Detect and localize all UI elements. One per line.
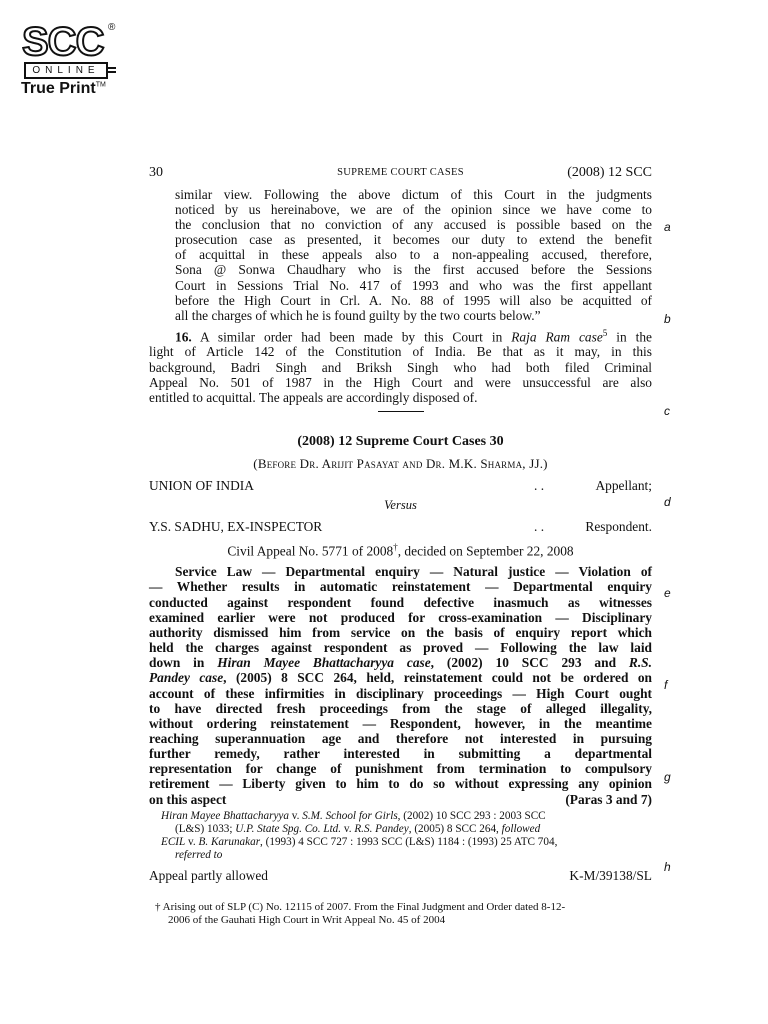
logo-online-text: ONLINE bbox=[24, 62, 108, 79]
headnote-line: authority dismissed him from service on the basis of enquiry report which bbox=[149, 624, 652, 640]
headnote-line: held the charges against respondent as proved — Following the law laid bbox=[149, 640, 652, 656]
para-number: 16. bbox=[175, 329, 192, 345]
footnote-line: 2006 of the Gauhati High Court in Writ Appeal No. 45 of 2004 bbox=[168, 914, 446, 927]
footnote-ref: 5 bbox=[602, 327, 608, 338]
page-number: 30 bbox=[149, 165, 163, 180]
quote-line: prosecution case as presented, it becomes our duty to extend the benefit bbox=[175, 232, 652, 248]
logo-true-print: True Print™ bbox=[21, 80, 106, 97]
quote-line: similar view. Following the above dictum of this Court in the judgments bbox=[175, 187, 652, 202]
respondent-role: Respondent. bbox=[585, 518, 652, 534]
logo-registered-mark: ® bbox=[108, 22, 116, 33]
headnote bbox=[149, 564, 652, 807]
block-quote bbox=[175, 187, 652, 323]
running-header bbox=[149, 165, 652, 187]
appellant-name: UNION OF INDIA bbox=[149, 477, 254, 493]
document-page bbox=[149, 165, 652, 928]
reference-line: ECIL v. B. Karunakar, (1993) 4 SCC 727 : 1993 SCC (L&S) 1184 : (1993) 25 ATC 704, bbox=[161, 835, 558, 848]
margin-letter: b bbox=[664, 312, 671, 326]
quote-line: all the charges of which he is found guilty by the two courts below.” bbox=[175, 307, 541, 323]
para16-line: entitled to acquittal. The appeals are accordingly disposed of. bbox=[149, 389, 478, 405]
result-row bbox=[149, 868, 652, 886]
case-code: K-M/39138/SL bbox=[569, 867, 652, 883]
dagger-mark: † bbox=[393, 541, 398, 552]
case-outcome: Appeal partly allowed bbox=[149, 867, 268, 883]
running-title: SUPREME COURT CASES bbox=[337, 167, 464, 178]
case-name-rs-pandey: R.S. bbox=[628, 655, 652, 671]
headnote-line: — Whether results in automatic reinstatement — Departmental enquiry bbox=[149, 579, 652, 595]
respondent-name: Y.S. SADHU, EX-INSPECTOR bbox=[149, 518, 323, 534]
headnote-line: Service Law — Departmental enquiry — Natural justice — Violation of bbox=[175, 564, 652, 580]
headnote-line: representation for change of punishment from termination to compulsory bbox=[149, 761, 652, 777]
reference-line: Hiran Mayee Bhattacharyya v. S.M. School for Girls, (2002) 10 SCC 293 : 2003 SCC bbox=[161, 809, 546, 822]
margin-letter: c bbox=[664, 404, 670, 418]
margin-letter: d bbox=[664, 495, 671, 509]
bench-line: (Before Dr. Arijit Pasayat and Dr. M.K. Sharma, JJ.) bbox=[253, 455, 548, 471]
paragraph-16 bbox=[149, 326, 652, 405]
appellant-role: Appellant; bbox=[595, 477, 652, 493]
para16-line: Appeal No. 501 of 1987 in the High Court and were unsuccessful are also bbox=[149, 374, 652, 390]
headnote-line: reaching superannuation age and therefore not interested in pursuing bbox=[149, 730, 652, 746]
versus-label: Versus bbox=[384, 497, 417, 512]
quote-line: Court in Sessions Trial No. 417 of 1993 and who was the first appellant bbox=[175, 277, 652, 293]
para16-line: background, Badri Singh and Briksh Singh who had both filed Criminal bbox=[149, 359, 652, 375]
margin-letter: a bbox=[664, 220, 671, 234]
quote-line: noticed by us hereinabove, we are of the opinion since we have come to bbox=[175, 202, 652, 218]
leader-dots: . . bbox=[534, 518, 545, 534]
appellant-row bbox=[149, 478, 652, 496]
para16-line: light of Article 142 of the Constitution of India. Be that as it may, in this bbox=[149, 344, 652, 360]
scc-online-logo bbox=[20, 20, 120, 97]
footnote bbox=[149, 901, 652, 928]
headnote-line: conducted against respondent found defective inasmuch as witnesses bbox=[149, 594, 652, 610]
footnote-line: † Arising out of SLP (C) No. 12115 of 2007. From the Final Judgment and Order dated 8-12- bbox=[155, 900, 566, 913]
logo-scc-text: SCC bbox=[22, 20, 104, 64]
headnote-line: without ordering reinstatement — Respondent, however, in the meantime bbox=[149, 715, 652, 731]
headnote-line: account of these infirmities in disciplinary proceedings — High Court ought bbox=[149, 685, 652, 701]
section-separator bbox=[378, 411, 424, 412]
margin-letter: g bbox=[664, 770, 671, 784]
margin-letter: h bbox=[664, 860, 671, 874]
headnote-line: to have directed fresh proceedings from the stage of alleged illegality, bbox=[149, 700, 652, 716]
headnote-line: examined earlier were not produced for cross-examination — Disciplinary bbox=[149, 609, 652, 625]
quote-line: of acquittal in these appeals also to a non-appealing accused, therefore, bbox=[175, 247, 652, 263]
reference-line: referred to bbox=[175, 848, 223, 861]
report-citation: (2008) 12 SCC bbox=[567, 165, 652, 180]
reference-line: (L&S) 1033; U.P. State Spg. Co. Ltd. v. R.S. Pandey, (2005) 8 SCC 264, followed bbox=[175, 822, 541, 835]
headnote-line: down in Hiran Mayee Bhattacharyya case, (2002) 10 SCC 293 and R.S. bbox=[149, 655, 652, 671]
quote-line: before the High Court in Crl. A. No. 88 of 1995 will also be acquitted of bbox=[175, 292, 652, 308]
margin-letter: e bbox=[664, 586, 671, 600]
case-title: (2008) 12 Supreme Court Cases 30 bbox=[297, 433, 504, 449]
headnote-line: Pandey case, (2005) 8 SCC 264, held, reinstatement could not be ordered on bbox=[149, 670, 653, 686]
quote-line: Sona @ Sonwa Chaudhary who is the first accused before the Sessions bbox=[175, 262, 652, 278]
headnote-line: retirement — Liberty given to him to do so without expressing any opinion bbox=[149, 776, 652, 792]
respondent-row bbox=[149, 519, 652, 537]
case-name-hiran-mayee: Hiran Mayee Bhattacharyya case bbox=[217, 655, 431, 671]
cases-referred bbox=[149, 810, 652, 862]
paras-reference: (Paras 3 and 7) bbox=[565, 791, 652, 807]
headnote-last-line: on this aspect (Paras 3 and 7) bbox=[149, 791, 652, 807]
margin-letter: f bbox=[664, 678, 668, 692]
headnote-line: further remedy, rather interested in submitting a departmental bbox=[149, 746, 652, 762]
quote-line: the conclusion that no conviction of any accused is possible based on the bbox=[175, 217, 652, 233]
leader-dots: . . bbox=[534, 477, 545, 493]
civil-appeal-line: Civil Appeal No. 5771 of 2008†, decided on September 22, 2008 bbox=[227, 541, 574, 559]
case-name-raja-ram: Raja Ram case bbox=[511, 329, 603, 345]
para16-first-line: 16. A similar order had been made by this Court in Raja Ram case$^5$ in the bbox=[175, 327, 652, 345]
